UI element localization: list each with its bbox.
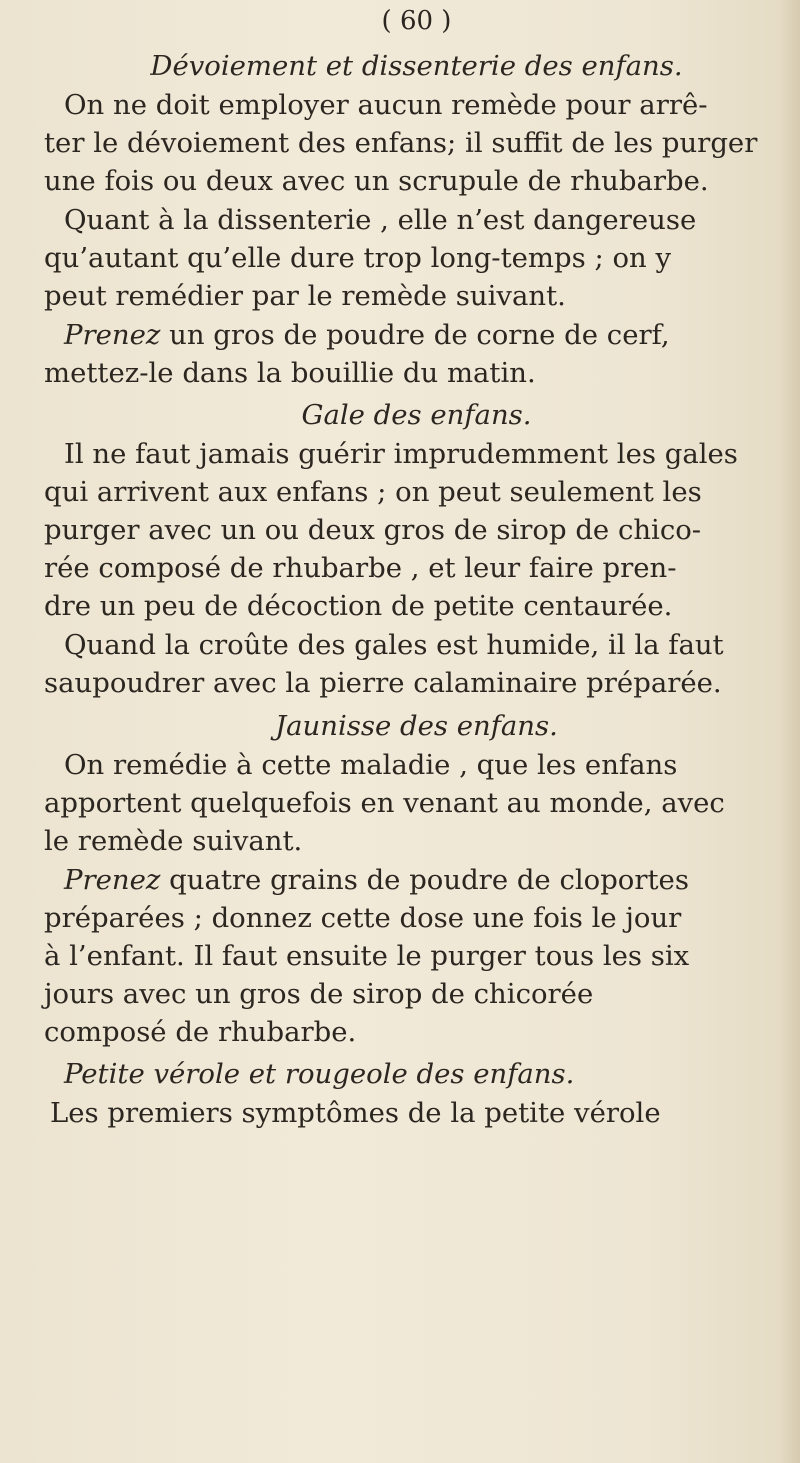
text-line: qui arrivent aux enfans ; on peut seulement les (44, 476, 702, 508)
text-span: un gros de poudre de corne de cerf, (160, 319, 670, 351)
text-line: apportent quelquefois en venant au monde, avec (44, 787, 725, 819)
text-line: jours avec un gros de sirop de chicorée (44, 978, 594, 1010)
text-line: Quant à la dissenterie , elle n’est dangereuse (64, 204, 697, 236)
text-line: à l’enfant. Il faut ensuite le purger tous les six (44, 940, 690, 972)
heading-jaunisse: Jaunisse des enfans. (275, 710, 558, 742)
text-line: Quand la croûte des gales est humide, il la faut (64, 629, 724, 661)
text-line: On ne doit employer aucun remède pour arrê- (64, 89, 708, 121)
text-line: Il ne faut jamais guérir imprudemment les gales (64, 438, 738, 470)
heading-gale: Gale des enfans. (301, 399, 532, 431)
prescription-word: Prenez (64, 319, 161, 351)
prescription-word: Prenez (64, 864, 161, 896)
text-line: le remède suivant. (44, 825, 303, 857)
heading-devoiement: Dévoiement et dissenterie des enfans. (150, 50, 683, 82)
text-line: qu’autant qu’elle dure trop long-temps ; on y (44, 242, 671, 274)
text-line: une fois ou deux avec un scrupule de rhubarbe. (44, 165, 709, 197)
text-line (64, 863, 689, 897)
text-line: mettez-le dans la bouillie du matin. (44, 357, 536, 389)
text-line (64, 318, 670, 352)
text-line: purger avec un ou deux gros de sirop de chico- (44, 514, 702, 546)
text-line: Les premiers symptômes de la petite vérole (50, 1097, 661, 1129)
text-line: préparées ; donnez cette dose une fois le jour (44, 902, 682, 934)
text-line: ter le dévoiement des enfans; il suffit de les purger (44, 127, 758, 159)
text-line: rée composé de rhubarbe , et leur faire pren- (44, 552, 677, 584)
text-line: composé de rhubarbe. (44, 1016, 357, 1048)
text-line: dre un peu de décoction de petite centaurée. (44, 590, 673, 622)
text-line: saupoudrer avec la pierre calaminaire préparée. (44, 667, 722, 699)
text-line: peut remédier par le remède suivant. (44, 280, 566, 312)
text-line: On remédie à cette maladie , que les enfans (64, 749, 678, 781)
heading-petite-verole: Petite vérole et rougeole des enfans. (64, 1058, 575, 1090)
page-number: ( 60 ) (381, 6, 452, 36)
text-span: quatre grains de poudre de cloportes (160, 864, 689, 896)
